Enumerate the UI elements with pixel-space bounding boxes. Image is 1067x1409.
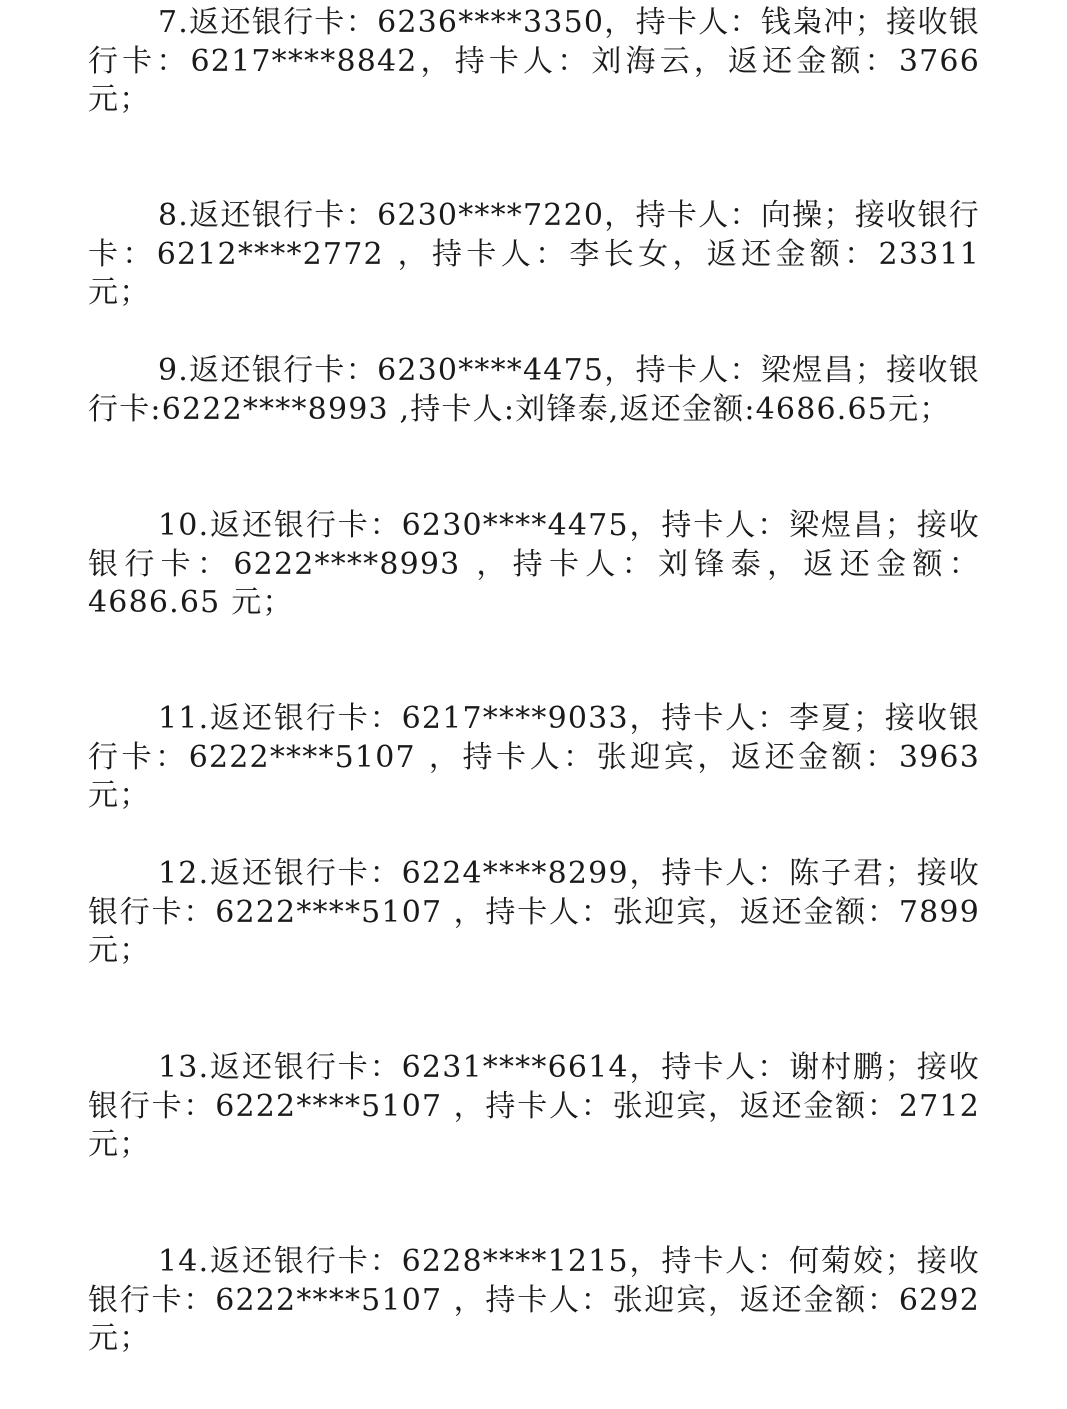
refund-entry-11: 11.返还银行卡：6217****9033，持卡人：李夏；接收银行卡：6222****5107 ，持卡人：张迎宾，返还金额：3963元； xyxy=(88,701,980,813)
refund-entry-9: 9.返还银行卡：6230****4475，持卡人：梁煜昌；接收银行卡:6222****8993 ,持卡人:刘锋泰,返还金额:4686.65元； xyxy=(88,353,980,427)
refund-entry-12: 12.返还银行卡：6224****8299，持卡人：陈子君；接收银行卡：6222****5107 ，持卡人：张迎宾，返还金额：7899 元； xyxy=(88,856,980,968)
refund-entry-10: 10.返还银行卡：6230****4475，持卡人：梁煜昌；接收银行卡：6222****8993 ，持卡人：刘锋泰，返还金额：4686.65 元； xyxy=(88,508,980,620)
refund-entry-7: 7.返还银行卡：6236****3350，持卡人：钱枭冲；接收银行卡：6217****8842，持卡人：刘海云，返还金额：3766元； xyxy=(88,5,980,117)
refund-entry-14: 14.返还银行卡：6228****1215，持卡人：何菊姣；接收银行卡：6222****5107 ，持卡人：张迎宾，返还金额：6292 元； xyxy=(88,1244,980,1356)
refund-entry-13: 13.返还银行卡：6231****6614，持卡人：谢村鹏；接收银行卡：6222****5107 ，持卡人：张迎宾，返还金额：2712 元； xyxy=(88,1050,980,1162)
refund-entry-8: 8.返还银行卡：6230****7220，持卡人：向操；接收银行卡：6212****2772 ，持卡人：李长女，返还金额：23311元； xyxy=(88,198,980,310)
